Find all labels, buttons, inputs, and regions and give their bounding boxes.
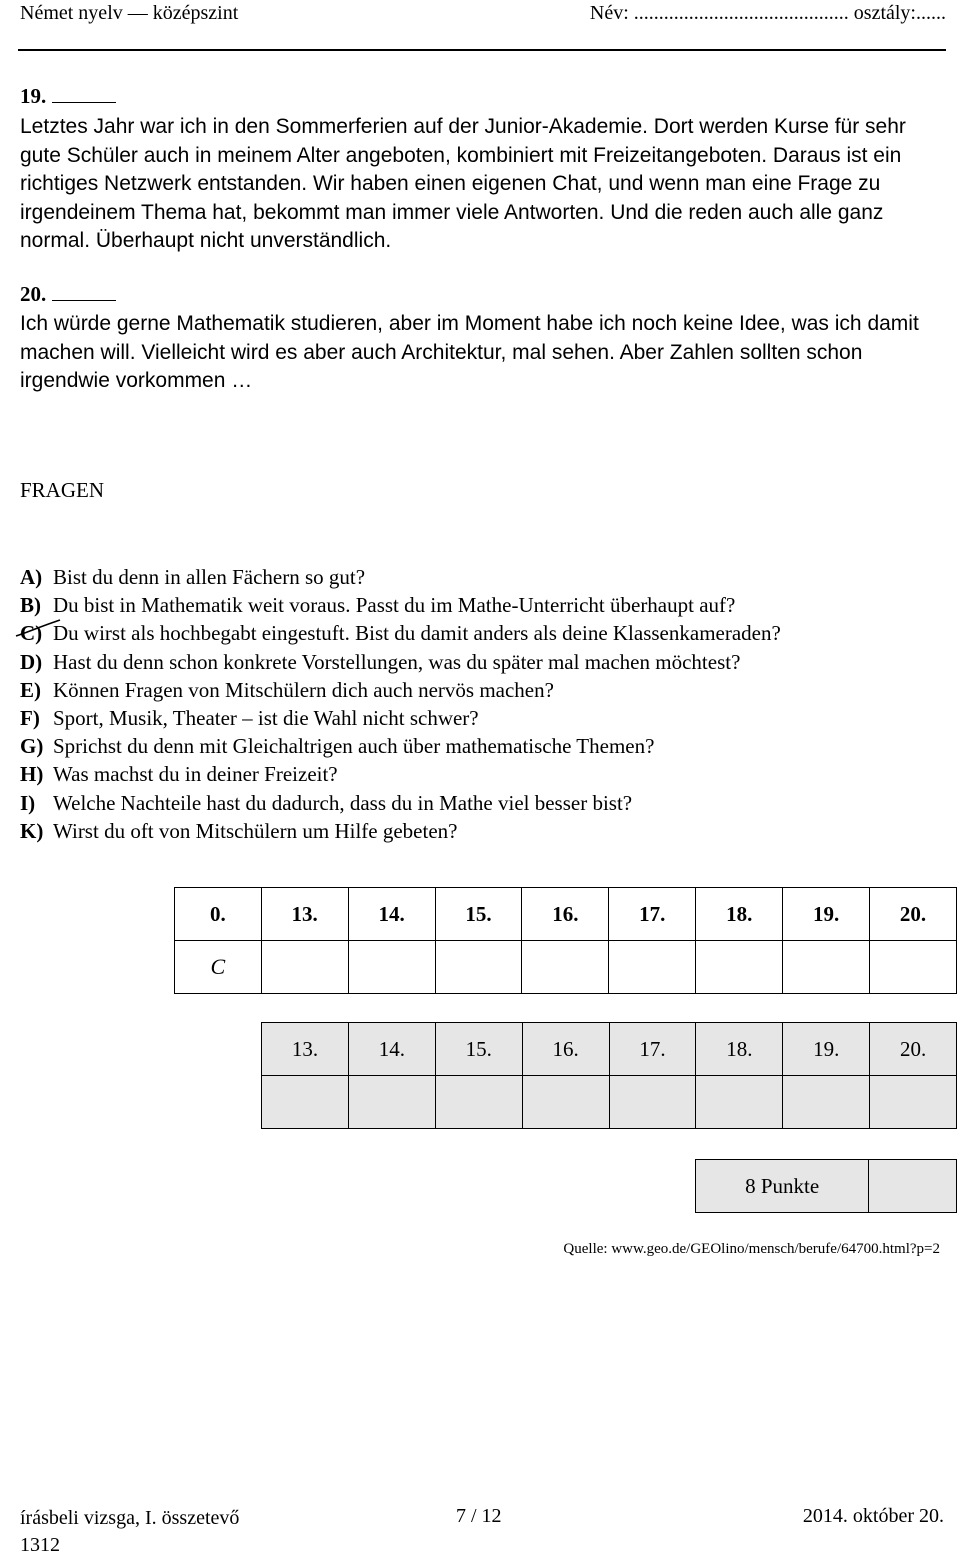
answer-table-header-cell: 19. bbox=[783, 888, 870, 941]
footer-exam-part: írásbeli vizsga, I. összetevő bbox=[20, 1507, 240, 1529]
answer-cell[interactable] bbox=[696, 941, 783, 994]
score-cell[interactable] bbox=[609, 1076, 696, 1129]
item-20-number: 20. bbox=[20, 282, 47, 306]
score-table-header-cell: 15. bbox=[435, 1023, 522, 1076]
answer-cell[interactable] bbox=[783, 941, 870, 994]
question-g: G) Sprichst du denn mit Gleichaltrigen auch über mathematische Themen? bbox=[20, 734, 655, 759]
score-cell[interactable] bbox=[870, 1076, 957, 1129]
answer-table-header-cell: 18. bbox=[696, 888, 783, 941]
score-cell[interactable] bbox=[348, 1076, 435, 1129]
score-cell[interactable] bbox=[783, 1076, 870, 1129]
item-20-number-row bbox=[20, 282, 116, 307]
score-table-header-cell: 20. bbox=[870, 1023, 957, 1076]
header-name-class: Név: ........................................... osztály:...... bbox=[589, 2, 946, 24]
answer-cell[interactable] bbox=[609, 941, 696, 994]
points-label: 8 Punkte bbox=[696, 1160, 869, 1213]
answer-table-answer-row bbox=[175, 941, 957, 994]
answer-cell[interactable] bbox=[261, 941, 348, 994]
item-20-answer-blank[interactable] bbox=[52, 282, 116, 301]
answer-table-header-cell: 20. bbox=[870, 888, 957, 941]
item-19-text: Letztes Jahr war ich in den Sommerferien auf der Junior-Akademie. Dort werden Kurse für sehr gute Schüler auch in meinem Alter angeboten, kombiniert mit Freizeitangeboten. Daraus ist ein richtiges Netzwerk entstanden. Wir haben einen eigenen Chat, und wenn man eine Frage zu irgendeinem Thema hat, bekommt man immer viele Antworten. Und die reden auch alle ganz normal. Überhaupt nicht unverständlich. bbox=[20, 115, 906, 252]
score-cell[interactable] bbox=[696, 1076, 783, 1129]
question-d: D) Hast du denn schon konkrete Vorstellungen, was du später mal machen möchtest? bbox=[20, 649, 741, 674]
score-table-header-cell: 16. bbox=[522, 1023, 609, 1076]
item-20-text: Ich würde gerne Mathematik studieren, aber im Moment habe ich noch keine Idee, was ich damit machen will. Vielleicht wird es aber auch Architektur, mal sehen. Aber Zahlen sollten schon irgendwie vorkommen … bbox=[20, 312, 919, 392]
answer-table-header-cell: 16. bbox=[522, 888, 609, 941]
answer-cell[interactable] bbox=[870, 941, 957, 994]
score-table-header-cell: 13. bbox=[262, 1023, 349, 1076]
footer-left bbox=[20, 1505, 239, 1559]
score-table-header-cell: 18. bbox=[696, 1023, 783, 1076]
header-subject: Német nyelv — középszint bbox=[20, 2, 239, 24]
answer-table-header-cell: 13. bbox=[261, 888, 348, 941]
item-19-number: 19. bbox=[20, 84, 47, 108]
score-table-header-cell: 14. bbox=[348, 1023, 435, 1076]
answer-cell-example: C bbox=[175, 941, 262, 994]
points-total-cell[interactable] bbox=[869, 1160, 957, 1213]
points-table bbox=[695, 1159, 957, 1213]
fragen-title: FRAGEN bbox=[20, 478, 105, 502]
answer-table-header-cell: 15. bbox=[435, 888, 522, 941]
crossout-mark-icon bbox=[14, 618, 62, 640]
score-cell[interactable] bbox=[435, 1076, 522, 1129]
item-19-answer-blank[interactable] bbox=[52, 84, 116, 103]
footer-date: 2014. október 20. bbox=[802, 1505, 944, 1527]
answer-table-header-cell: 0. bbox=[175, 888, 262, 941]
footer-page-number: 7 / 12 bbox=[456, 1505, 502, 1527]
score-table-score-row bbox=[262, 1076, 957, 1129]
question-b: B) Du bist in Mathematik weit voraus. Passt du im Mathe-Unterricht überhaupt auf? bbox=[20, 593, 736, 618]
answer-cell[interactable] bbox=[435, 941, 522, 994]
question-e: E) Können Fragen von Mitschülern dich auch nervös machen? bbox=[20, 677, 554, 702]
question-k: K) Wirst du oft von Mitschülern um Hilfe gebeten? bbox=[20, 818, 458, 843]
answer-table-header-cell: 17. bbox=[609, 888, 696, 941]
questions-list bbox=[20, 563, 940, 845]
score-table-header-cell: 19. bbox=[783, 1023, 870, 1076]
answer-cell[interactable] bbox=[348, 941, 435, 994]
item-19-number-row bbox=[20, 84, 116, 109]
question-a: A) Bist du denn in allen Fächern so gut? bbox=[20, 565, 366, 589]
score-cell[interactable] bbox=[522, 1076, 609, 1129]
question-i: I) Welche Nachteile hast du dadurch, dass du in Mathe viel besser bist? bbox=[20, 790, 633, 815]
score-table-header-cell: 17. bbox=[609, 1023, 696, 1076]
score-cell[interactable] bbox=[262, 1076, 349, 1129]
answer-table bbox=[174, 887, 957, 994]
header-divider bbox=[18, 49, 946, 51]
question-h: H) Was machst du in deiner Freizeit? bbox=[20, 762, 338, 787]
footer-code: 1312 bbox=[20, 1534, 60, 1556]
source-citation: Quelle: www.geo.de/GEOlino/mensch/berufe/64700.html?p=2 bbox=[563, 1241, 940, 1257]
score-table-header-row bbox=[262, 1023, 957, 1076]
answer-table-header-cell: 14. bbox=[348, 888, 435, 941]
question-f: F) Sport, Musik, Theater – ist die Wahl nicht schwer? bbox=[20, 706, 479, 731]
answer-cell[interactable] bbox=[522, 941, 609, 994]
answer-table-header-row bbox=[175, 888, 957, 941]
score-table bbox=[261, 1022, 957, 1129]
question-c: C) Du wirst als hochbegabt eingestuft. Bist du damit anders als deine Klassenkameraden? bbox=[20, 621, 781, 646]
